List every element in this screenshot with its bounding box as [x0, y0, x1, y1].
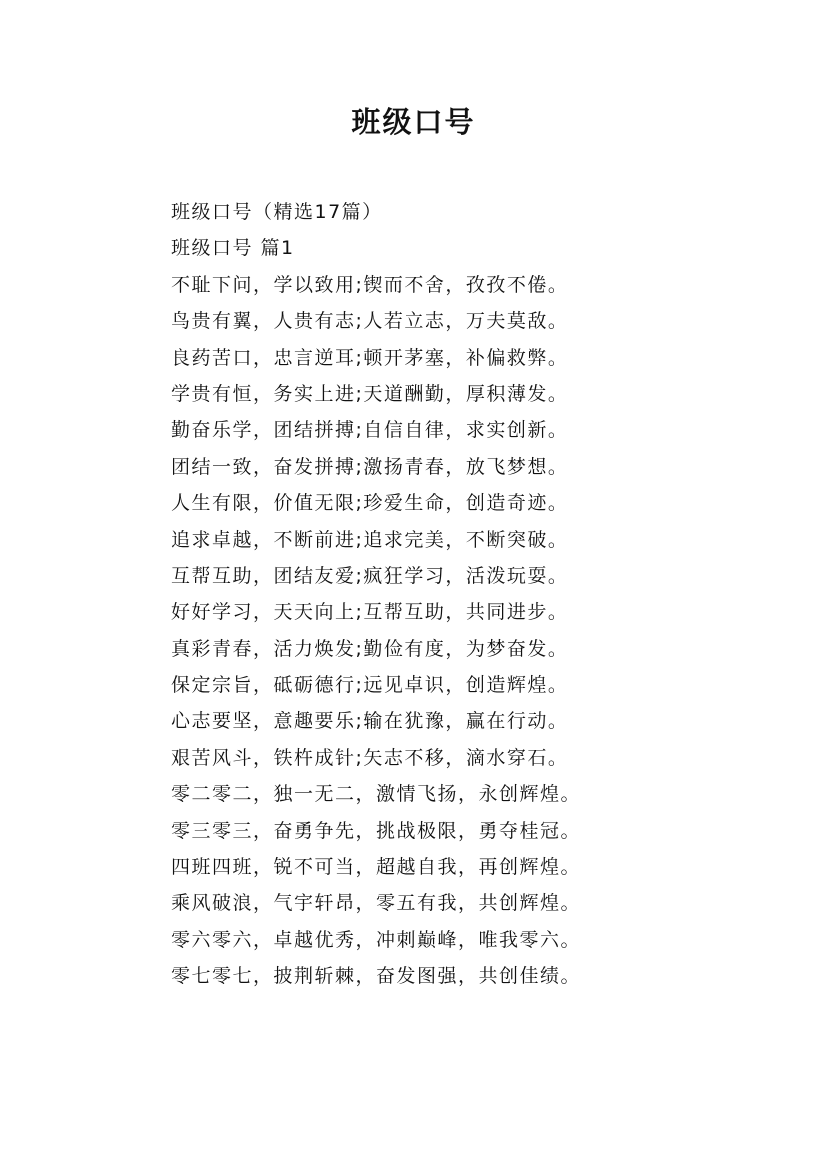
slogan-line: 勤奋乐学，团结拼搏;自信自律，求实创新。	[171, 419, 569, 442]
slogan-line: 保定宗旨，砥砺德行;远见卓识，创造辉煌。	[171, 674, 569, 697]
slogan-line: 零六零六，卓越优秀，冲刺巅峰，唯我零六。	[171, 928, 582, 951]
slogan-line: 乘风破浪，气宇轩昂，零五有我，共创辉煌。	[171, 892, 582, 915]
slogan-line: 四班四班，锐不可当，超越自我，再创辉煌。	[171, 856, 582, 879]
slogan-line: 人生有限，价值无限;珍爱生命，创造奇迹。	[171, 492, 569, 515]
slogan-line: 真彩青春，活力焕发;勤俭有度，为梦奋发。	[171, 637, 569, 660]
slogan-line: 零七零七，披荆斩棘，奋发图强，共创佳绩。	[171, 965, 582, 988]
slogan-line: 不耻下问，学以致用;锲而不舍，孜孜不倦。	[171, 273, 569, 296]
slogan-line: 团结一致，奋发拼搏;激扬青春，放飞梦想。	[171, 455, 569, 478]
subtitle-line: 班级口号（精选17篇）	[171, 201, 383, 223]
slogan-line: 零三零三，奋勇争先，挑战极限，勇夺桂冠。	[171, 819, 582, 842]
slogan-line: 艰苦风斗，铁杵成针;矢志不移，滴水穿石。	[171, 746, 569, 769]
section-heading: 班级口号 篇1	[171, 237, 295, 260]
slogan-line: 良药苦口，忠言逆耳;顿开茅塞，补偏救弊。	[171, 346, 569, 369]
slogan-line: 鸟贵有翼，人贵有志;人若立志，万夫莫敌。	[171, 310, 569, 333]
slogan-line: 追求卓越，不断前进;追求完美，不断突破。	[171, 528, 569, 551]
slogan-line: 学贵有恒，务实上进;天道酬勤，厚积薄发。	[171, 382, 569, 405]
slogan-line: 互帮互助，团结友爱;疯狂学习，活泼玩耍。	[171, 564, 569, 587]
slogan-line: 好好学习，天天向上;互帮互助，共同进步。	[171, 601, 569, 624]
slogan-line: 心志要坚，意趣要乐;输在犹豫，赢在行动。	[171, 710, 569, 733]
document-title: 班级口号	[351, 105, 476, 139]
slogan-line: 零二零二，独一无二，激情飞扬，永创辉煌。	[171, 783, 582, 806]
slogan-list	[171, 194, 641, 995]
